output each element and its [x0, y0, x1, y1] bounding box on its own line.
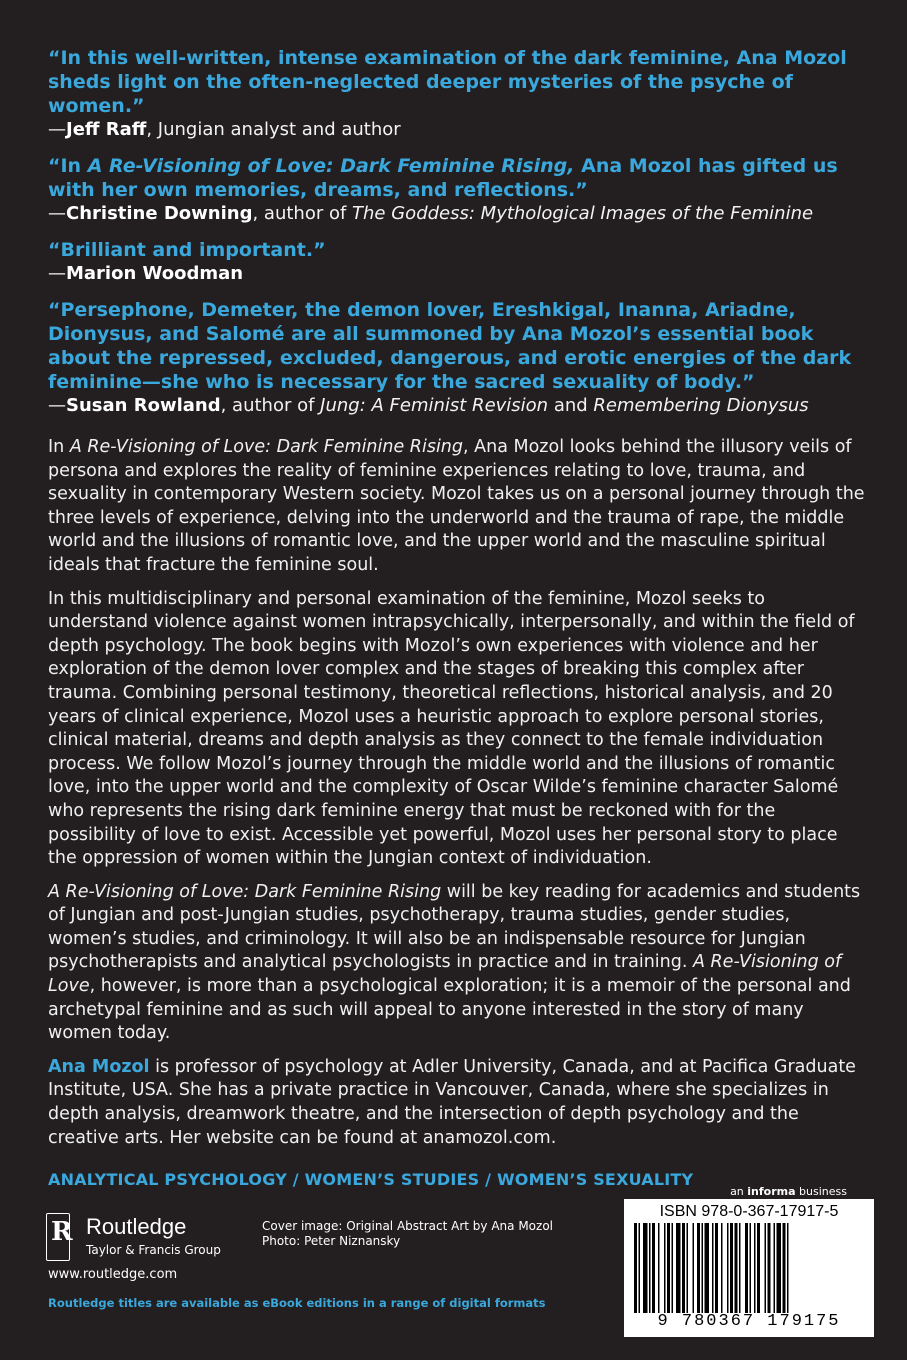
subject-categories: ANALYTICAL PSYCHOLOGY / WOMEN’S STUDIES / WOMEN’S SEXUALITY: [48, 1170, 694, 1189]
barcode-icon: [628, 1223, 870, 1313]
quote-text: “Persephone, Demeter, the demon lover, Ereshkigal, Inanna, Ariadne, Dionysus, and Salomé are all summoned by Ana Mozol’s essential book about the repressed, excluded, dangerous, and erotic energies of the dark feminine—she who is necessary for the sacred sexuality of body.”: [48, 299, 852, 393]
cover-image-credit: Cover image: Original Abstract Art by Ana Mozol: [262, 1219, 553, 1233]
quote-text: “In this well-written, intense examination of the dark feminine, Ana Mozol sheds light on the often-neglected deeper mysteries of the psyche of women.”: [48, 47, 847, 117]
author-name: Ana Mozol: [48, 1056, 150, 1077]
isbn-label: ISBN 978-0-367-17917-5: [659, 1203, 839, 1220]
reviewer-name: Jeff Raff: [66, 119, 147, 140]
back-cover-content: [48, 46, 866, 1160]
publisher-group: Taylor & Francis Group: [86, 1243, 221, 1257]
quote-attribution: —Jeff Raff, Jungian analyst and author: [48, 119, 401, 140]
photo-credit: Photo: Peter Niznansky: [262, 1234, 401, 1248]
review-quote-rowland: [48, 298, 866, 418]
quote-attribution: —Christine Downing, author of The Goddess: Mythological Images of the Feminine: [48, 203, 814, 224]
review-quote-raff: [48, 46, 866, 142]
publisher-website: www.routledge.com: [48, 1267, 178, 1282]
cover-credits: [262, 1219, 553, 1249]
reviewer-name: Marion Woodman: [66, 263, 244, 284]
description-paragraph: A Re-Visioning of Love: Dark Feminine Rising will be key reading for academics and students of Jungian and post-Jungian studies, psychotherapy, trauma studies, gender studies, women’s studies, and criminology. It will also be an indispensable resource for Jungian psychotherapists and analytical psychologists in practice and in training. A Re-Visioning of Love, however, is more than a psychological exploration; it is a memoir of the personal and archetypal feminine and as such will appeal to anyone interested in the story of many women today.: [48, 881, 861, 1044]
isbn-barcode: [624, 1199, 874, 1337]
description-paragraph: In A Re-Visioning of Love: Dark Feminine Rising, Ana Mozol looks behind the illusory veils of persona and explores the reality of feminine experiences relating to love, trauma, and sexuality in contemporary Western society. Mozol takes us on a personal journey through the three levels of experience, delving into the underworld and the trauma of rape, the middle world and the illusions of romantic love, and the upper world and the masculine spiritual ideals that fracture the feminine soul.: [48, 437, 865, 575]
description-paragraph: In this multidisciplinary and personal examination of the feminine, Mozol seeks to understand violence against women intrapsychically, interpersonally, and within the field of depth psychology. The book begins with Mozol’s own experiences with violence and her exploration of the demon lover complex and the stages of breaking this complex after trauma. Combining personal testimony, theoretical reflections, historical analysis, and 20 years of clinical experience, Mozol uses a heuristic approach to explore personal stories, clinical material, dreams and depth analysis as they connect to the female individuation process. We follow Mozol’s journey through the middle world and the illusions of romantic love, into the upper world and the complexity of Oscar Wilde’s feminine character Salomé who represents the rising dark feminine energy that must be reckoned with for the possibility of love to exist. Accessible yet powerful, Mozol uses her personal story to place the oppression of women within the Jungian context of individuation.: [48, 588, 855, 869]
quote-text: “Brilliant and important.”: [48, 239, 326, 261]
barcode-digits: 9 780367 179175: [657, 1312, 841, 1331]
routledge-r-icon: R: [46, 1213, 70, 1261]
review-quote-woodman: [48, 238, 866, 286]
quote-text: “In A Re-Visioning of Love: Dark Feminine Rising, Ana Mozol has gifted us with her own memories, dreams, and reflections.”: [48, 155, 838, 201]
book-description: [48, 436, 866, 1150]
publisher-name: Routledge: [86, 1214, 187, 1239]
quote-attribution: —Marion Woodman: [48, 263, 244, 284]
informa-business-note: an informa business: [730, 1185, 847, 1198]
reviewer-name: Christine Downing: [66, 203, 253, 224]
quote-attribution: —Susan Rowland, author of Jung: A Feminist Revision and Remembering Dionysus: [48, 395, 809, 416]
author-bio: Ana Mozol is professor of psychology at Adler University, Canada, and at Pacifica Graduate Institute, USA. She has a private practice in Vancouver, Canada, where she specializes in depth analysis, dreamwork theatre, and the intersection of depth psychology and the creative arts. Her website can be found at anamozol.com.: [48, 1056, 856, 1148]
routledge-logo: [46, 1213, 236, 1263]
ebook-note: Routledge titles are available as eBook editions in a range of digital formats: [48, 1296, 546, 1310]
reviewer-name: Susan Rowland: [66, 395, 221, 416]
review-quote-downing: [48, 154, 866, 226]
